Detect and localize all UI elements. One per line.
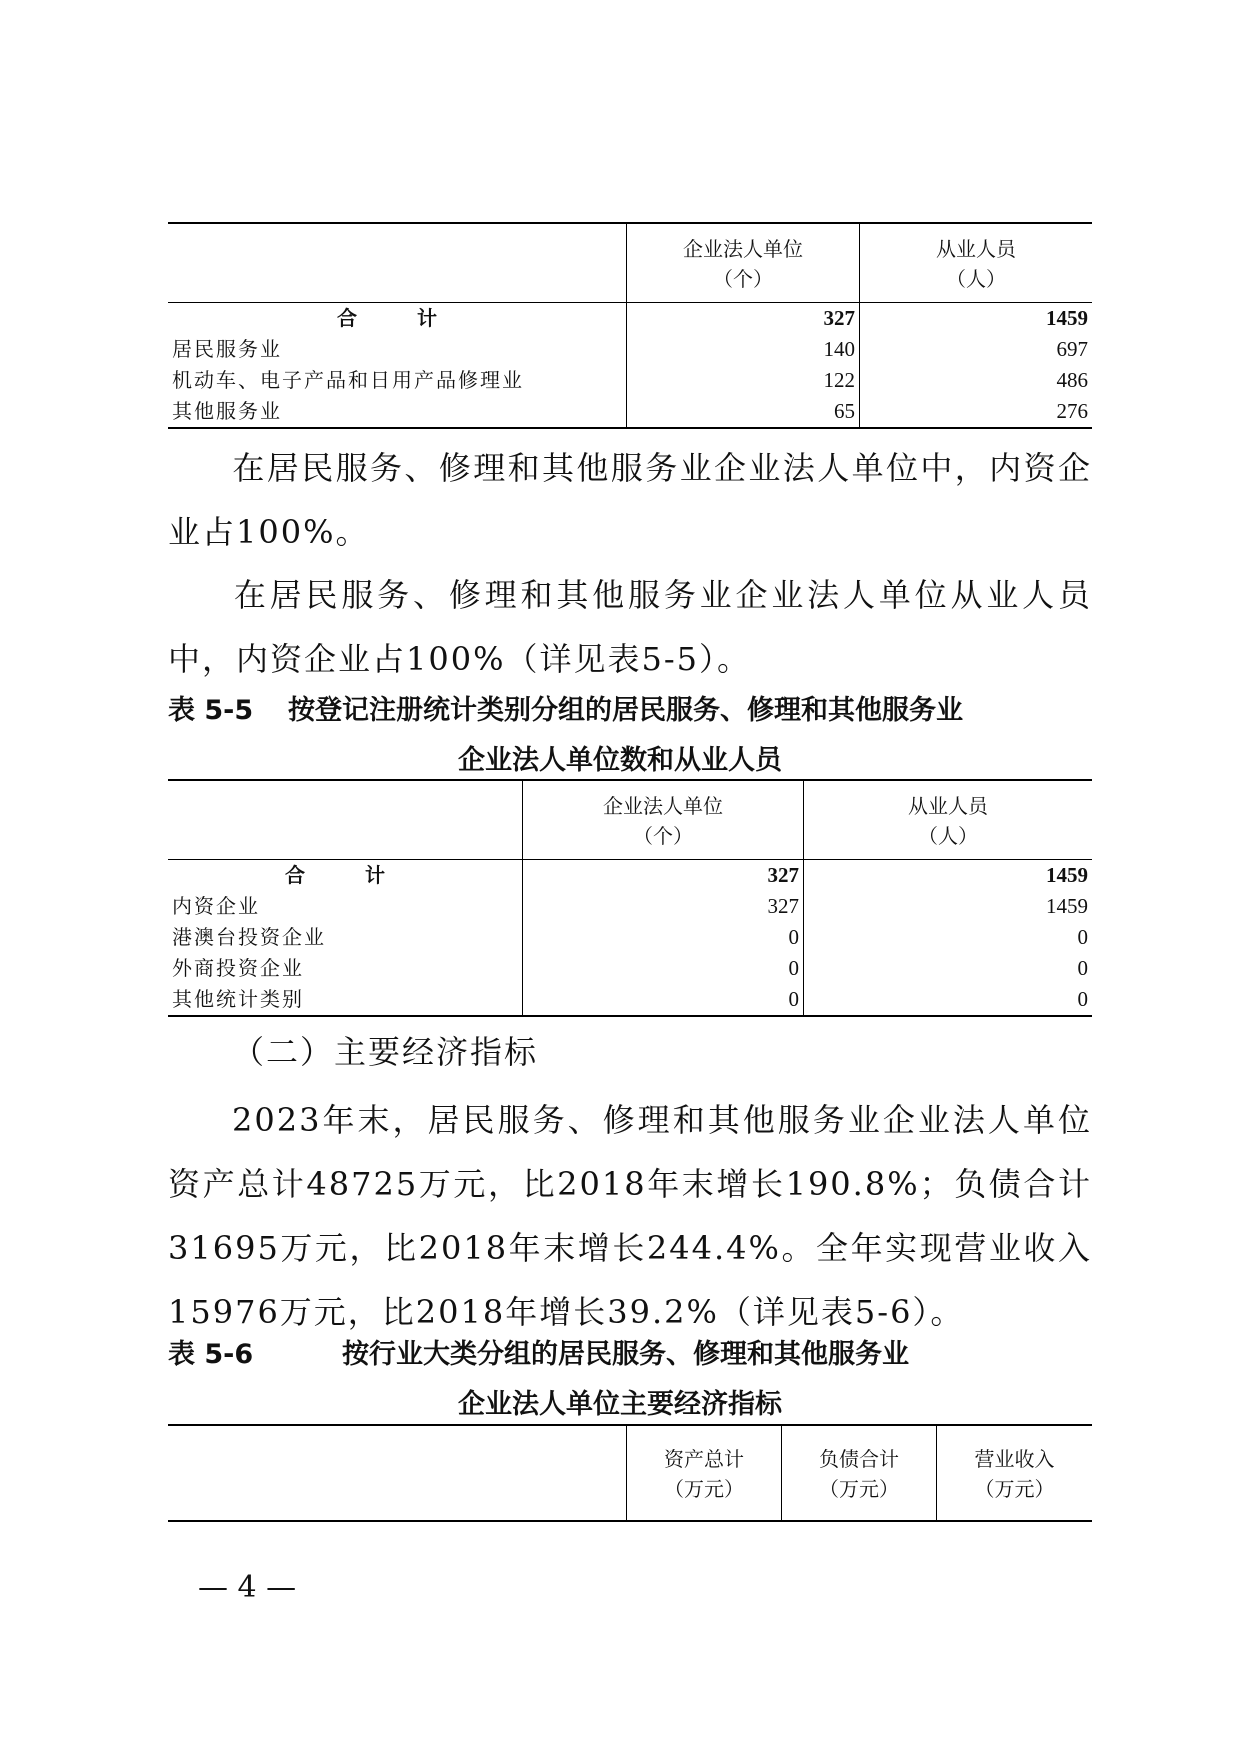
row-label: 合 计 [337,306,457,330]
paragraph-economic-indicators: 2023年末，居民服务、修理和其他服务业企业法人单位资产总计48725万元，比2018年末增长190.8%；负债合计31695万元，比2018年末增长244.4%。全年实现营业收入15976万元，比2018年增长39.2%（详见表5-6）。 [168,1101,1092,1331]
row-employees: 1459 [804,891,1093,922]
row-units: 0 [523,922,804,953]
row-label: 内资企业 [172,894,260,918]
row-units: 65 [627,396,860,428]
row-employees: 276 [860,396,1093,428]
header-revenue: 营业收入 （万元） [937,1425,1093,1521]
table-header-row [168,223,1092,303]
header-assets: 资产总计 （万元） [627,1425,782,1521]
table-5-6-number: 表 5-6 [168,1339,254,1370]
header-units: 企业法人单位 （个） [627,223,860,303]
row-units: 122 [627,365,860,396]
table-5-6-title-line2: 企业法人单位主要经济指标 [458,1389,782,1420]
paragraph-domestic-employees: 在居民服务、修理和其他服务业企业法人单位从业人员中，内资企业占100%（详见表5-5）。 [168,576,1092,678]
table-row [168,891,1092,922]
header-blank [168,223,627,303]
header-blank [168,780,523,860]
table-row [168,334,1092,365]
row-units: 0 [523,953,804,984]
table-5-5 [168,779,1092,1017]
row-label: 居民服务业 [172,337,282,361]
paragraph-domestic-units: 在居民服务、修理和其他服务业企业法人单位中，内资企业占100%。 [168,449,1092,551]
row-label: 港澳台投资企业 [172,925,326,949]
section-heading: （二）主要经济指标 [232,1033,539,1071]
table-continued [168,222,1092,429]
row-label: 合 计 [285,863,405,887]
row-units: 327 [523,860,804,892]
table-row [168,984,1092,1016]
table-row [168,396,1092,428]
table-header-row [168,780,1092,860]
row-units: 327 [523,891,804,922]
row-employees: 0 [804,984,1093,1016]
row-employees: 0 [804,922,1093,953]
table-row-total [168,303,1092,335]
row-employees: 1459 [860,303,1093,335]
row-label: 机动车、电子产品和日用产品修理业 [172,368,524,392]
table-row-total [168,860,1092,892]
row-units: 0 [523,984,804,1016]
table-5-5-number: 表 5-5 [168,695,254,726]
row-employees: 697 [860,334,1093,365]
row-employees: 1459 [804,860,1093,892]
header-liabilities: 负债合计 （万元） [782,1425,937,1521]
table-header-row [168,1425,1092,1521]
header-units: 企业法人单位 （个） [523,780,804,860]
row-units: 327 [627,303,860,335]
table-5-5-title-line2: 企业法人单位数和从业人员 [458,745,782,776]
row-label: 其他统计类别 [172,987,304,1011]
header-employees: 从业人员 （人） [804,780,1093,860]
header-blank [168,1425,627,1521]
page-number: — 4 — [198,1570,297,1605]
row-label: 其他服务业 [172,399,282,423]
table-row [168,365,1092,396]
table-row [168,953,1092,984]
row-employees: 486 [860,365,1093,396]
row-employees: 0 [804,953,1093,984]
table-5-6 [168,1424,1092,1522]
row-label: 外商投资企业 [172,956,304,980]
header-employees: 从业人员 （人） [860,223,1093,303]
table-5-5-title-line1: 按登记注册统计类别分组的居民服务、修理和其他服务业 [288,695,963,726]
table-row [168,922,1092,953]
table-5-6-title-line1: 按行业大类分组的居民服务、修理和其他服务业 [342,1339,909,1370]
row-units: 140 [627,334,860,365]
